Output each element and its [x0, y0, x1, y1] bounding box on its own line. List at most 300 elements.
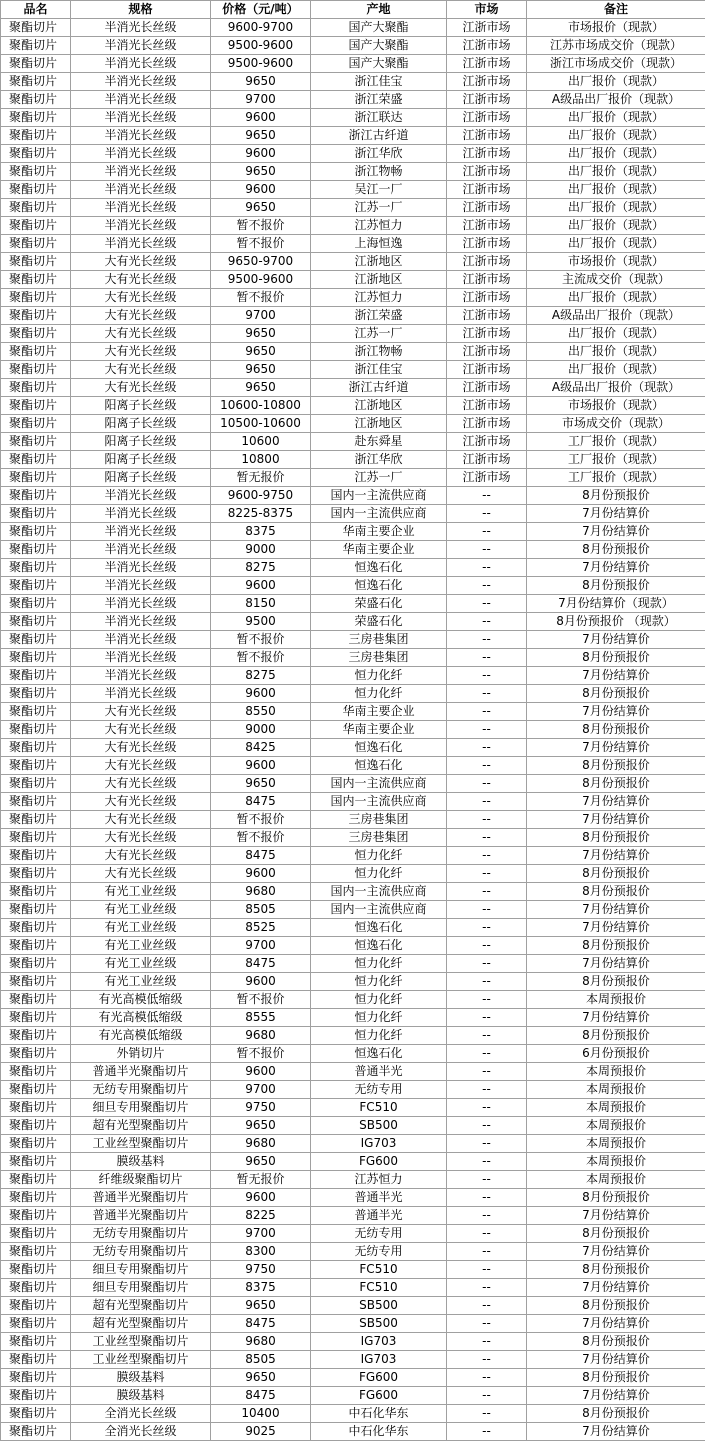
origin-cell: 三房巷集团	[311, 631, 447, 649]
table-row	[1, 1261, 705, 1279]
product-name-cell: 聚酯切片	[1, 1081, 71, 1099]
remark-cell: 工厂报价（现款）	[527, 433, 705, 451]
spec-cell: 半消光长丝级	[71, 55, 211, 73]
product-name-cell: 聚酯切片	[1, 1315, 71, 1333]
origin-cell: 赴东舜星	[311, 433, 447, 451]
market-cell: --	[447, 577, 527, 595]
table-row	[1, 631, 705, 649]
spec-cell: 工业丝型聚酯切片	[71, 1333, 211, 1351]
price-cell: 8275	[211, 667, 311, 685]
origin-cell: IG703	[311, 1351, 447, 1369]
spec-cell: 大有光长丝级	[71, 343, 211, 361]
market-cell: --	[447, 955, 527, 973]
spec-cell: 半消光长丝级	[71, 613, 211, 631]
market-cell: --	[447, 847, 527, 865]
market-cell: --	[447, 1009, 527, 1027]
origin-cell: 恒逸石化	[311, 1045, 447, 1063]
remark-cell: 市场报价（现款）	[527, 19, 705, 37]
price-cell: 8525	[211, 919, 311, 937]
remark-cell: 7月份结算价	[527, 739, 705, 757]
table-row	[1, 19, 705, 37]
price-cell: 9500	[211, 613, 311, 631]
table-row	[1, 433, 705, 451]
origin-cell: 普通半光	[311, 1207, 447, 1225]
spec-cell: 大有光长丝级	[71, 721, 211, 739]
market-cell: --	[447, 595, 527, 613]
origin-cell: FG600	[311, 1387, 447, 1405]
spec-cell: 半消光长丝级	[71, 523, 211, 541]
market-cell: --	[447, 739, 527, 757]
origin-cell: 浙江物畅	[311, 163, 447, 181]
market-cell: 江浙市场	[447, 397, 527, 415]
header-price: 价格（元/吨）	[211, 1, 311, 19]
price-cell: 9600	[211, 973, 311, 991]
header-product-name: 品名	[1, 1, 71, 19]
origin-cell: 江浙地区	[311, 253, 447, 271]
header-remark: 备注	[527, 1, 705, 19]
price-cell: 8505	[211, 1351, 311, 1369]
product-name-cell: 聚酯切片	[1, 145, 71, 163]
table-row	[1, 253, 705, 271]
origin-cell: 恒力化纤	[311, 991, 447, 1009]
market-cell: --	[447, 1369, 527, 1387]
remark-cell: 8月份预报价	[527, 1261, 705, 1279]
price-cell: 8375	[211, 1279, 311, 1297]
origin-cell: IG703	[311, 1135, 447, 1153]
product-name-cell: 聚酯切片	[1, 991, 71, 1009]
table-row	[1, 55, 705, 73]
market-cell: --	[447, 1351, 527, 1369]
spec-cell: 半消光长丝级	[71, 37, 211, 55]
remark-cell: 出厂报价（现款）	[527, 109, 705, 127]
remark-cell: 出厂报价（现款）	[527, 163, 705, 181]
price-cell: 9650	[211, 1297, 311, 1315]
table-row	[1, 1297, 705, 1315]
price-cell: 9600	[211, 145, 311, 163]
price-cell: 9650	[211, 1117, 311, 1135]
market-cell: 江浙市场	[447, 433, 527, 451]
market-cell: --	[447, 937, 527, 955]
price-cell: 暂不报价	[211, 811, 311, 829]
spec-cell: 大有光长丝级	[71, 811, 211, 829]
table-row	[1, 163, 705, 181]
table-row	[1, 361, 705, 379]
table-row	[1, 1009, 705, 1027]
market-cell: --	[447, 685, 527, 703]
product-name-cell: 聚酯切片	[1, 559, 71, 577]
product-name-cell: 聚酯切片	[1, 505, 71, 523]
product-name-cell: 聚酯切片	[1, 757, 71, 775]
origin-cell: 普通半光	[311, 1063, 447, 1081]
table-row	[1, 1333, 705, 1351]
remark-cell: 7月份结算价	[527, 559, 705, 577]
product-name-cell: 聚酯切片	[1, 361, 71, 379]
spec-cell: 半消光长丝级	[71, 127, 211, 145]
spec-cell: 半消光长丝级	[71, 541, 211, 559]
product-name-cell: 聚酯切片	[1, 1045, 71, 1063]
remark-cell: 7月份结算价	[527, 1315, 705, 1333]
table-row	[1, 1369, 705, 1387]
origin-cell: 国内一主流供应商	[311, 883, 447, 901]
market-cell: --	[447, 613, 527, 631]
remark-cell: A级品出厂报价（现款）	[527, 379, 705, 397]
header-spec: 规格	[71, 1, 211, 19]
origin-cell: 国产大聚酯	[311, 55, 447, 73]
remark-cell: 出厂报价（现款）	[527, 217, 705, 235]
product-name-cell: 聚酯切片	[1, 343, 71, 361]
origin-cell: 无纺专用	[311, 1225, 447, 1243]
price-cell: 8550	[211, 703, 311, 721]
price-cell: 8475	[211, 1315, 311, 1333]
table-row	[1, 1387, 705, 1405]
table-row	[1, 1171, 705, 1189]
remark-cell: 8月份预报价	[527, 1189, 705, 1207]
table-row	[1, 235, 705, 253]
price-cell: 8300	[211, 1243, 311, 1261]
remark-cell: 出厂报价（现款）	[527, 145, 705, 163]
product-name-cell: 聚酯切片	[1, 577, 71, 595]
product-name-cell: 聚酯切片	[1, 37, 71, 55]
market-cell: 江浙市场	[447, 217, 527, 235]
origin-cell: 三房巷集团	[311, 649, 447, 667]
table-row	[1, 1351, 705, 1369]
market-cell: --	[447, 703, 527, 721]
price-cell: 9650	[211, 325, 311, 343]
origin-cell: 恒逸石化	[311, 559, 447, 577]
spec-cell: 细旦专用聚酯切片	[71, 1279, 211, 1297]
remark-cell: 本周预报价	[527, 1081, 705, 1099]
table-row	[1, 1423, 705, 1441]
origin-cell: 浙江佳宝	[311, 361, 447, 379]
spec-cell: 超有光型聚酯切片	[71, 1117, 211, 1135]
market-cell: 江浙市场	[447, 379, 527, 397]
table-row	[1, 775, 705, 793]
price-cell: 9700	[211, 307, 311, 325]
table-row	[1, 505, 705, 523]
spec-cell: 有光工业丝级	[71, 937, 211, 955]
product-name-cell: 聚酯切片	[1, 973, 71, 991]
table-row	[1, 289, 705, 307]
header-market: 市场	[447, 1, 527, 19]
product-name-cell: 聚酯切片	[1, 703, 71, 721]
remark-cell: 7月份结算价	[527, 505, 705, 523]
product-name-cell: 聚酯切片	[1, 1063, 71, 1081]
spec-cell: 有光工业丝级	[71, 883, 211, 901]
remark-cell: A级品出厂报价（现款）	[527, 307, 705, 325]
spec-cell: 大有光长丝级	[71, 271, 211, 289]
product-name-cell: 聚酯切片	[1, 775, 71, 793]
market-cell: 江浙市场	[447, 253, 527, 271]
price-cell: 8475	[211, 793, 311, 811]
product-name-cell: 聚酯切片	[1, 685, 71, 703]
table-row	[1, 199, 705, 217]
market-cell: --	[447, 757, 527, 775]
price-cell: 9650	[211, 199, 311, 217]
product-name-cell: 聚酯切片	[1, 271, 71, 289]
market-cell: --	[447, 1099, 527, 1117]
remark-cell: 7月份结算价	[527, 631, 705, 649]
market-cell: --	[447, 721, 527, 739]
origin-cell: 江苏一厂	[311, 469, 447, 487]
remark-cell: 8月份预报价	[527, 883, 705, 901]
price-cell: 8375	[211, 523, 311, 541]
market-cell: --	[447, 1153, 527, 1171]
price-cell: 9650	[211, 127, 311, 145]
origin-cell: 恒力化纤	[311, 667, 447, 685]
market-cell: --	[447, 1243, 527, 1261]
table-row	[1, 127, 705, 145]
origin-cell: 恒力化纤	[311, 847, 447, 865]
origin-cell: 中石化华东	[311, 1423, 447, 1441]
remark-cell: 8月份预报价	[527, 487, 705, 505]
spec-cell: 大有光长丝级	[71, 307, 211, 325]
table-row	[1, 1117, 705, 1135]
price-cell: 8505	[211, 901, 311, 919]
price-cell: 10600	[211, 433, 311, 451]
remark-cell: 7月份结算价	[527, 667, 705, 685]
remark-cell: 8月份预报价	[527, 1369, 705, 1387]
spec-cell: 膜级基料	[71, 1387, 211, 1405]
origin-cell: 江浙地区	[311, 397, 447, 415]
product-name-cell: 聚酯切片	[1, 1207, 71, 1225]
table-row	[1, 1099, 705, 1117]
table-row	[1, 919, 705, 937]
origin-cell: 浙江古纤道	[311, 127, 447, 145]
market-cell: --	[447, 1297, 527, 1315]
price-cell: 9700	[211, 937, 311, 955]
spec-cell: 阳离子长丝级	[71, 433, 211, 451]
spec-cell: 全消光长丝级	[71, 1405, 211, 1423]
remark-cell: 本周预报价	[527, 991, 705, 1009]
table-row	[1, 469, 705, 487]
remark-cell: 7月份结算价	[527, 811, 705, 829]
market-cell: 江浙市场	[447, 19, 527, 37]
table-row	[1, 793, 705, 811]
product-name-cell: 聚酯切片	[1, 829, 71, 847]
price-cell: 10500-10600	[211, 415, 311, 433]
product-name-cell: 聚酯切片	[1, 721, 71, 739]
price-cell: 9000	[211, 541, 311, 559]
origin-cell: 恒逸石化	[311, 739, 447, 757]
spec-cell: 半消光长丝级	[71, 235, 211, 253]
market-cell: 江浙市场	[447, 37, 527, 55]
market-cell: --	[447, 1423, 527, 1441]
origin-cell: 国产大聚酯	[311, 19, 447, 37]
remark-cell: 主流成交价（现款）	[527, 271, 705, 289]
spec-cell: 大有光长丝级	[71, 703, 211, 721]
price-cell: 9650	[211, 1369, 311, 1387]
table-row	[1, 559, 705, 577]
product-name-cell: 聚酯切片	[1, 1009, 71, 1027]
market-cell: 江浙市场	[447, 289, 527, 307]
market-cell: --	[447, 865, 527, 883]
product-name-cell: 聚酯切片	[1, 955, 71, 973]
spec-cell: 膜级基料	[71, 1369, 211, 1387]
table-row	[1, 181, 705, 199]
market-cell: --	[447, 919, 527, 937]
remark-cell: 本周预报价	[527, 1153, 705, 1171]
remark-cell: 8月份预报价	[527, 757, 705, 775]
spec-cell: 半消光长丝级	[71, 19, 211, 37]
product-name-cell: 聚酯切片	[1, 253, 71, 271]
remark-cell: 出厂报价（现款）	[527, 325, 705, 343]
spec-cell: 大有光长丝级	[71, 829, 211, 847]
spec-cell: 半消光长丝级	[71, 145, 211, 163]
market-cell: 江浙市场	[447, 181, 527, 199]
market-cell: --	[447, 631, 527, 649]
spec-cell: 有光高模低缩级	[71, 1009, 211, 1027]
remark-cell: 8月份预报价	[527, 865, 705, 883]
remark-cell: 出厂报价（现款）	[527, 343, 705, 361]
table-row	[1, 1189, 705, 1207]
spec-cell: 纤维级聚酯切片	[71, 1171, 211, 1189]
market-cell: --	[447, 1027, 527, 1045]
spec-cell: 半消光长丝级	[71, 649, 211, 667]
origin-cell: 国产大聚酯	[311, 37, 447, 55]
spec-cell: 膜级基料	[71, 1153, 211, 1171]
remark-cell: 工厂报价（现款）	[527, 469, 705, 487]
price-cell: 暂无报价	[211, 469, 311, 487]
spec-cell: 细旦专用聚酯切片	[71, 1099, 211, 1117]
product-name-cell: 聚酯切片	[1, 487, 71, 505]
header-origin: 产地	[311, 1, 447, 19]
product-name-cell: 聚酯切片	[1, 865, 71, 883]
price-cell: 9650	[211, 73, 311, 91]
price-cell: 9600	[211, 577, 311, 595]
spec-cell: 半消光长丝级	[71, 163, 211, 181]
market-cell: 江浙市场	[447, 307, 527, 325]
price-cell: 9680	[211, 1027, 311, 1045]
origin-cell: 浙江荣盛	[311, 91, 447, 109]
price-cell: 9680	[211, 1135, 311, 1153]
origin-cell: 三房巷集团	[311, 829, 447, 847]
remark-cell: 8月份预报价	[527, 829, 705, 847]
spec-cell: 大有光长丝级	[71, 361, 211, 379]
product-name-cell: 聚酯切片	[1, 937, 71, 955]
spec-cell: 半消光长丝级	[71, 217, 211, 235]
price-cell: 9600	[211, 1189, 311, 1207]
origin-cell: 荣盛石化	[311, 595, 447, 613]
table-row	[1, 1027, 705, 1045]
market-cell: --	[447, 991, 527, 1009]
table-row	[1, 109, 705, 127]
table-row	[1, 1063, 705, 1081]
spec-cell: 大有光长丝级	[71, 739, 211, 757]
remark-cell: 8月份预报价	[527, 1405, 705, 1423]
product-name-cell: 聚酯切片	[1, 1387, 71, 1405]
price-cell: 9650-9700	[211, 253, 311, 271]
origin-cell: 浙江古纤道	[311, 379, 447, 397]
product-name-cell: 聚酯切片	[1, 1405, 71, 1423]
price-cell: 9500-9600	[211, 37, 311, 55]
product-name-cell: 聚酯切片	[1, 307, 71, 325]
price-cell: 暂不报价	[211, 235, 311, 253]
market-cell: --	[447, 1279, 527, 1297]
spec-cell: 有光工业丝级	[71, 919, 211, 937]
table-row	[1, 829, 705, 847]
product-name-cell: 聚酯切片	[1, 613, 71, 631]
price-cell: 9600	[211, 181, 311, 199]
spec-cell: 大有光长丝级	[71, 325, 211, 343]
remark-cell: 8月份预报价	[527, 577, 705, 595]
table-row	[1, 865, 705, 883]
market-cell: --	[447, 1405, 527, 1423]
table-row	[1, 1081, 705, 1099]
origin-cell: 恒逸石化	[311, 919, 447, 937]
remark-cell: 出厂报价（现款）	[527, 235, 705, 253]
market-cell: --	[447, 1207, 527, 1225]
origin-cell: 江苏恒力	[311, 1171, 447, 1189]
product-name-cell: 聚酯切片	[1, 649, 71, 667]
remark-cell: 8月份预报价	[527, 541, 705, 559]
origin-cell: FC510	[311, 1261, 447, 1279]
remark-cell: 7月份结算价	[527, 703, 705, 721]
price-cell: 9025	[211, 1423, 311, 1441]
table-row	[1, 1315, 705, 1333]
product-name-cell: 聚酯切片	[1, 451, 71, 469]
product-name-cell: 聚酯切片	[1, 55, 71, 73]
spec-cell: 阳离子长丝级	[71, 451, 211, 469]
origin-cell: 普通半光	[311, 1189, 447, 1207]
product-name-cell: 聚酯切片	[1, 631, 71, 649]
origin-cell: 浙江佳宝	[311, 73, 447, 91]
origin-cell: 荣盛石化	[311, 613, 447, 631]
spec-cell: 大有光长丝级	[71, 253, 211, 271]
table-row	[1, 577, 705, 595]
remark-cell: 8月份预报价	[527, 937, 705, 955]
product-name-cell: 聚酯切片	[1, 1297, 71, 1315]
spec-cell: 有光工业丝级	[71, 955, 211, 973]
market-cell: 江浙市场	[447, 361, 527, 379]
table-row	[1, 73, 705, 91]
spec-cell: 半消光长丝级	[71, 91, 211, 109]
product-name-cell: 聚酯切片	[1, 1261, 71, 1279]
spec-cell: 半消光长丝级	[71, 487, 211, 505]
remark-cell: 8月份预报价	[527, 685, 705, 703]
product-name-cell: 聚酯切片	[1, 1423, 71, 1441]
market-cell: --	[447, 1135, 527, 1153]
price-cell: 9700	[211, 1225, 311, 1243]
table-row	[1, 649, 705, 667]
origin-cell: 恒逸石化	[311, 577, 447, 595]
product-name-cell: 聚酯切片	[1, 1333, 71, 1351]
spec-cell: 无纺专用聚酯切片	[71, 1081, 211, 1099]
table-row	[1, 721, 705, 739]
origin-cell: 恒力化纤	[311, 955, 447, 973]
market-cell: --	[447, 1117, 527, 1135]
price-cell: 10400	[211, 1405, 311, 1423]
spec-cell: 普通半光聚酯切片	[71, 1189, 211, 1207]
market-cell: --	[447, 883, 527, 901]
remark-cell: 浙江市场成交价（现款）	[527, 55, 705, 73]
product-name-cell: 聚酯切片	[1, 883, 71, 901]
market-cell: 江浙市场	[447, 109, 527, 127]
table-row	[1, 397, 705, 415]
product-name-cell: 聚酯切片	[1, 595, 71, 613]
remark-cell: 本周预报价	[527, 1117, 705, 1135]
remark-cell: 7月份结算价	[527, 1351, 705, 1369]
price-cell: 10600-10800	[211, 397, 311, 415]
origin-cell: SB500	[311, 1117, 447, 1135]
price-cell: 8425	[211, 739, 311, 757]
market-cell: --	[447, 505, 527, 523]
remark-cell: 7月份结算价	[527, 955, 705, 973]
price-cell: 9600	[211, 757, 311, 775]
remark-cell: 8月份预报价	[527, 1297, 705, 1315]
price-cell: 8225-8375	[211, 505, 311, 523]
price-cell: 9650	[211, 775, 311, 793]
origin-cell: 恒力化纤	[311, 973, 447, 991]
